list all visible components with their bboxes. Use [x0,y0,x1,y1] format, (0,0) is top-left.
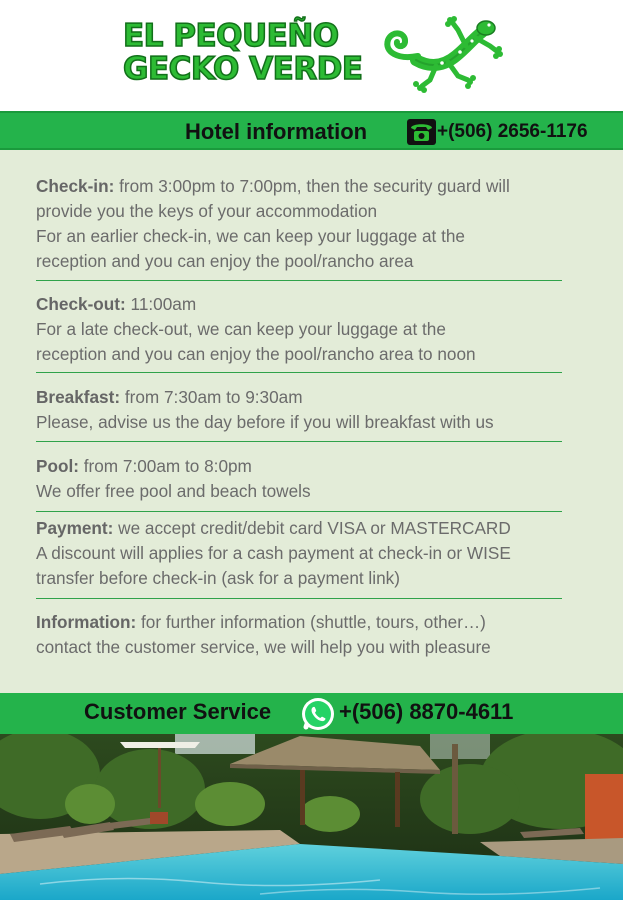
payment-label: Payment: [36,518,114,538]
checkout-section [36,292,562,367]
breakfast-line-2: Please, advise us the day before if you will breakfast with us [36,412,494,432]
hotel-info-title: Hotel information [185,119,368,144]
hotel-info-bar [0,111,623,150]
customer-service-title: Customer Service [84,699,272,724]
information-section [36,610,562,660]
hotel-phone-number[interactable]: +(506) 2656-1176 [437,121,588,142]
section-divider [36,441,562,442]
payment-methods: we accept credit/debit card VISA or MASTERCARD [113,518,511,538]
checkin-label: Check-in: [36,176,115,196]
section-divider [36,511,562,512]
breakfast-label: Breakfast: [36,387,121,407]
checkout-label: Check-out: [36,294,126,314]
payment-section [36,516,562,591]
customer-service-phone[interactable]: +(506) 8870-4611 [339,699,514,724]
telephone-icon [407,119,436,145]
checkout-line-3: reception and you can enjoy the pool/rancho area to noon [36,344,476,364]
breakfast-section [36,385,562,435]
pool-section [36,454,562,504]
logo-wordmark [123,20,363,86]
checkout-time: 11:00am [125,294,197,314]
section-divider [36,372,562,373]
pool-line-2: We offer free pool and beach towels [36,481,311,501]
information-line-2: contact the customer service, we will help you with pleasure [36,637,491,657]
breakfast-hours: from 7:30am to 9:30am [120,387,303,407]
checkin-hours: from 3:00pm to 7:00pm, then the security guard will [114,176,510,196]
customer-service-bar [0,693,623,734]
section-divider [36,280,562,281]
logo-line-2: GECKO VERDE [123,51,363,87]
checkout-line-2: For a late check-out, we can keep your luggage at the [36,319,446,339]
checkin-line-2: provide you the keys of your accommodation [36,201,378,221]
pool-and-rancho-photo [0,734,623,900]
logo-line-1: EL PEQUEÑO [123,18,339,54]
section-divider [36,598,562,599]
checkin-section [36,174,562,274]
checkin-line-3: For an earlier check-in, we can keep your luggage at the [36,226,465,246]
header [0,0,623,111]
information-text: for further information (shuttle, tours, other…) [136,612,486,632]
pool-label: Pool: [36,456,79,476]
payment-line-2: A discount will applies for a cash payment at check-in or WISE [36,543,511,563]
gecko-icon [378,16,504,96]
whatsapp-icon[interactable] [300,696,336,732]
pool-hours: from 7:00am to 8:0pm [78,456,252,476]
checkin-line-4: reception and you can enjoy the pool/rancho area [36,251,414,271]
information-label: Information: [36,612,137,632]
payment-line-3: transfer before check-in (ask for a payment link) [36,568,400,588]
